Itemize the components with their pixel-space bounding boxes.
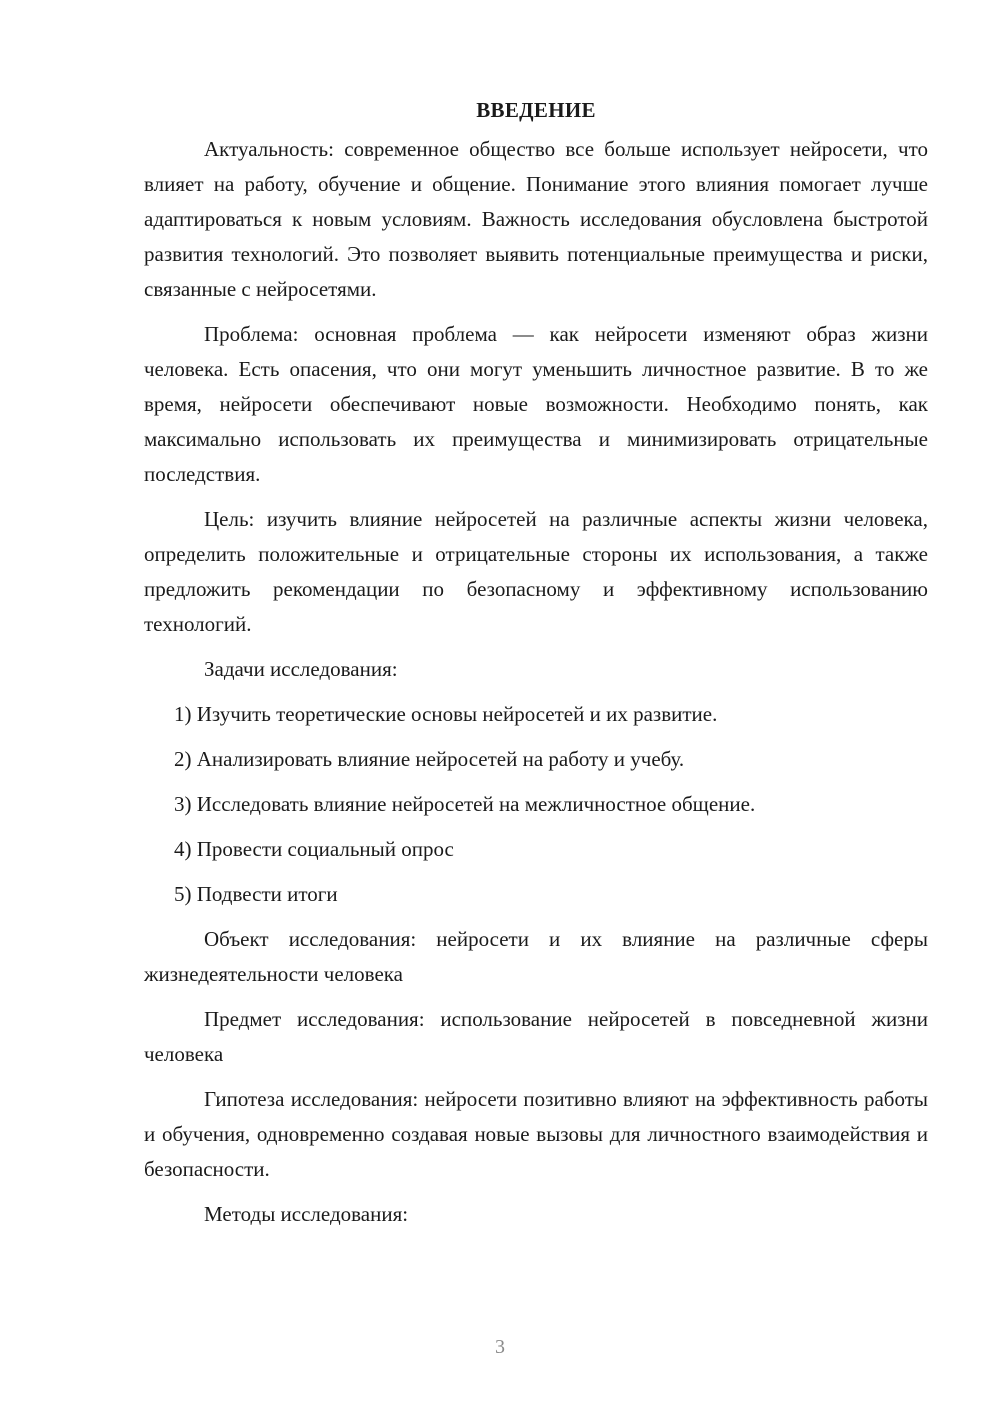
page-content — [144, 92, 928, 1242]
tasks-list — [144, 697, 928, 912]
section-heading: ВВЕДЕНИЕ — [476, 98, 596, 122]
paragraph-hypothesis: Гипотеза исследования: нейросети позитивно влияют на эффективность работы и обучения, одновременно создавая новые вызовы для личностного взаимодействия и безопасности. — [144, 1087, 928, 1181]
paragraph-relevance: Актуальность: современное общество все больше использует нейросети, что влияет на работу, обучение и общение. Понимание этого влияния помогает лучше адаптироваться к новым условиям. Важность исследования обусловлена быстротой развития технологий. Это позволяет выявить потенциальные преимущества и риски, связанные с нейросетями. — [144, 137, 928, 301]
list-item: 5) Подвести итоги — [174, 882, 338, 906]
paragraph-goal: Цель: изучить влияние нейросетей на различные аспекты жизни человека, определить положительные и отрицательные стороны их использования, а также предложить рекомендации по безопасному и эффективному использованию технологий. — [144, 507, 928, 636]
list-item: 1) Изучить теоретические основы нейросетей и их развитие. — [174, 702, 718, 726]
paragraph-problem: Проблема: основная проблема — как нейросети изменяют образ жизни человека. Есть опасения, что они могут уменьшить личностное развитие. В то же время, нейросети обеспечивают новые возможности. Необходимо понять, как максимально использовать их преимущества и минимизировать отрицательные последствия. — [144, 322, 928, 486]
paragraph-subject: Предмет исследования: использование нейросетей в повседневной жизни человека — [144, 1007, 928, 1066]
list-item: 2) Анализировать влияние нейросетей на работу и учебу. — [174, 747, 685, 771]
paragraph-object: Объект исследования: нейросети и их влияние на различные сферы жизнедеятельности человека — [144, 927, 928, 986]
list-item: 4) Провести социальный опрос — [174, 837, 454, 861]
list-item: 3) Исследовать влияние нейросетей на межличностное общение. — [174, 792, 756, 816]
paragraph-tasks-intro: Задачи исследования: — [204, 657, 398, 681]
paragraph-methods: Методы исследования: — [204, 1202, 409, 1226]
page-number: 3 — [495, 1336, 505, 1358]
